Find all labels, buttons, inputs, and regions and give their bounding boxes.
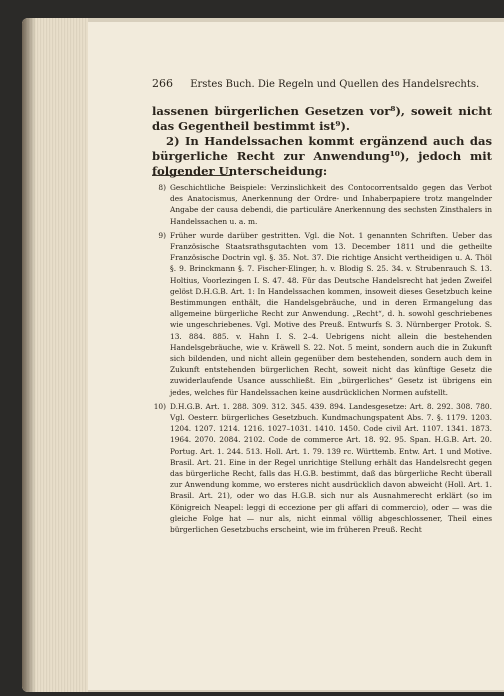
footnote-number: 10): [153, 401, 166, 411]
body-paragraph: lassenen bürgerlichen Gesetzen vor⁸), soweit nicht das Gegentheil bestimmt ist⁹).: [152, 104, 492, 133]
footnote: [152, 182, 492, 227]
body-paragraph: 2) In Handelssachen kommt ergänzend auch das bürgerliche Recht zur Anwendung¹⁰), jedoch mit folgender Unterscheidung:: [152, 134, 492, 178]
book-page: [88, 22, 504, 690]
page-number: 266: [152, 77, 173, 90]
footnote: [152, 230, 492, 398]
footnote-text: D.H.G.B. Art. 1. 288. 309. 312. 345. 439. 894. Landesgesetze: Art. 8. 292. 308. 780. Vgl. Oesterr. bürgerliches Gesetzbuch. Kundmachungspatent Abs. 7. §. 1179. 1203. 1204. 1207. 1214. 1216. 1027–1031. 1410. 1450. Code civil Art. 1107. 1341. 1873. 1964. 2070. 2084. 2102. Code de commerce Art. 18. 92. 95. Span. H.G.B. Art. 20. Portug. Art. 1. 244. 513. Holl. Art. 1. 79. 139 rc. Württemb. Entw. Art. 1 und Motive. Brasil. Art. 21. Eine in der Regel unrichtige Stellung erhält das Handelsrecht gegen das bürgerliche Recht, falls das H.G.B. bestimmt, daß das bürgerliche Recht überall zur Anwendung komme, wo ersteres nicht ausdrücklich davon abweicht (Holl. Art. 1. Brasil. Art. 21), oder wo das H.G.B. sich nur als Ausnahmerecht erklärt (so im Königreich Neapel: leggi di eccezione per gli affari di commercio), oder — was die gleiche Folge hat — nur als, nicht einmal völlig abgeschlossener, Theil eines bürgerlichen Gesetzbuchs erscheint, wie im früheren Preuß. Recht: [170, 401, 492, 535]
footnote: [152, 401, 492, 535]
footnote-number: 8): [158, 183, 166, 192]
running-title: Erstes Buch. Die Regeln und Quellen des Handelsrechts.: [190, 79, 480, 90]
running-head: [152, 78, 492, 91]
body-text: [152, 104, 492, 179]
footnotes: [152, 182, 492, 538]
spine-shadow: [22, 18, 36, 692]
footnote-text: Geschichtliche Beispiele: Verzinslichkeit des Contocorrentsaldo gegen das Verbot des Anatocismus, Anerkennung der Ordre- und Inhaberpapiere trotz mangelnder Angabe der causa debendi, die particuläre Anerkennung des sechsten Zinsthalers in Handelssachen u. a. m.: [170, 183, 492, 226]
footnote-number: 9): [158, 230, 166, 240]
footnote-divider: [152, 175, 232, 176]
footnote-text: Früher wurde darüber gestritten. Vgl. die Not. 1 genannten Schriften. Ueber das Französische Staatsrathsgutachten vom 13. December 1811 und die getheilte Französische Doctrin vgl. §. 35. Not. 37. Die richtige Ansicht vertheidigen u. A. Thöl §. 9. Brinckmann §. 7. Fischer-Elinger, h. v. Blodig S. 25. 34. v. Strubenrauch S. 13. Holtius, Voorlezingen I. S. 47. 48. Für das Deutsche Handelsrecht hat jeden Zweifel gelöst D.H.G.B. Art. 1: In Handelssachen kommen, insoweit dieses Gesetzbuch keine Bestimmungen enthält, die Handelsgebräuche, und in deren Ermangelung das allgemeine bürgerliche Recht zur Anwendung. „Recht“, d. h. sowohl geschriebenes wie ungeschriebenes. Vgl. Motive des Preuß. Entwurfs S. 3. Nürnberger Protok. S. 13. 884. 885. v. Hahn I. S. 2–4. Uebrigens nicht allein die bestehenden Handelsgebräuche, wie v. Kräwell S. 22. Not. 5 meint, sondern auch die in Zukunft sich bildenden, und nicht allein gegenüber dem bestehenden, sondern auch dem in Zukunft entstehenden bürgerlichen Recht, soweit nicht das künftige Gesetz die zuwiderlaufende Usance ausschließt. Ein „bürgerliches“ Gesetz ist übrigens ein jedes, welches für Handelssachen keine ausdrücklichen Normen aufstellt.: [170, 230, 492, 397]
